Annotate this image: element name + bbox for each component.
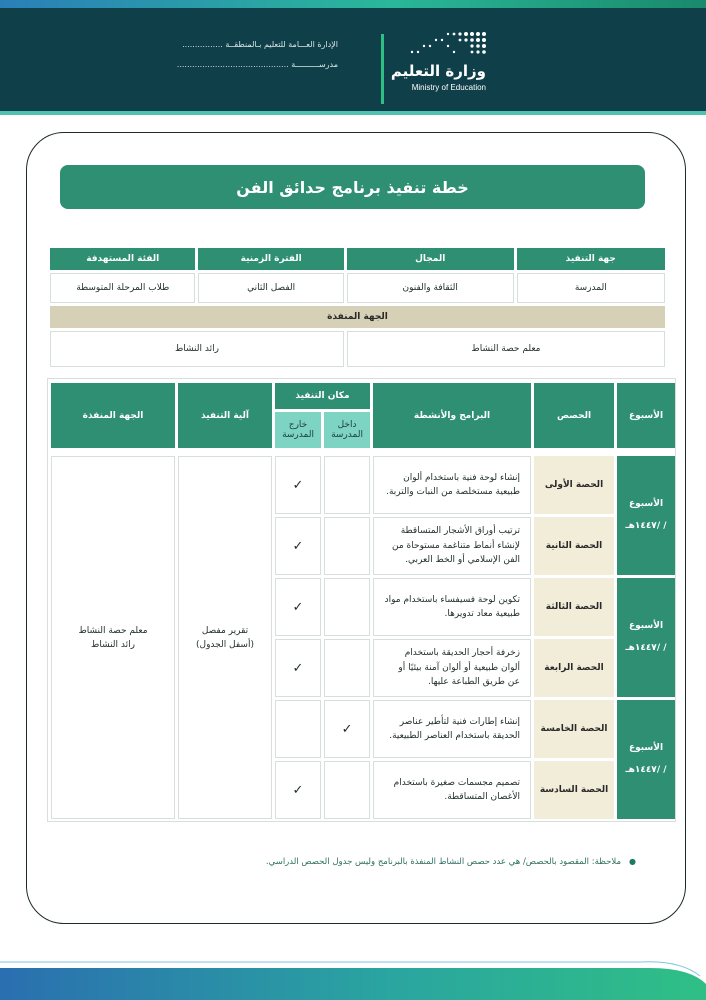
week-label: الأسبوع	[628, 498, 664, 509]
outside-check	[275, 700, 321, 758]
page-header	[0, 8, 706, 113]
outside-check: ✓	[275, 639, 321, 697]
ministry-name-arabic: وزارة التعليم	[390, 62, 486, 80]
info-value-domain: الثقافة والفنون	[347, 273, 514, 303]
inside-check	[324, 456, 370, 514]
info-header-target: الفئة المستهدفة	[50, 248, 195, 270]
outside-check: ✓	[275, 578, 321, 636]
session-cell: الحصة الثانية	[534, 517, 614, 575]
executing-party-label: الجهة المنفذة	[50, 306, 665, 328]
info-value-period: الفصل الثاني	[198, 273, 343, 303]
admin-line: الإدارة العـــامة للتعليم بـالمنطقــة ................	[182, 40, 338, 49]
inside-check	[324, 517, 370, 575]
info-header-period: الفترة الزمنية	[198, 248, 343, 270]
info-header-domain: المجال	[347, 248, 514, 270]
week-date: / /١٤٤٧هـ	[625, 520, 667, 531]
executor-cell	[51, 456, 175, 819]
ministry-name-english: Ministry of Education	[411, 83, 486, 92]
header-session: الحصص	[534, 383, 614, 448]
mechanism-cell	[178, 456, 272, 819]
page-title: خطة تنفيذ برنامج حدائق الفن	[60, 165, 645, 209]
activity-cell: إنشاء لوحة فنية باستخدام ألوان طبيعية مستخلصة من النبات والتربة.	[373, 456, 531, 514]
executing-party-teacher: معلم حصة النشاط	[347, 331, 665, 367]
week-cell	[617, 456, 675, 575]
outside-check: ✓	[275, 761, 321, 819]
outside-check: ✓	[275, 456, 321, 514]
ministry-logo	[390, 28, 488, 104]
week-cell	[617, 578, 675, 697]
session-cell: الحصة الثالثة	[534, 578, 614, 636]
header-outside: خارج المدرسة	[275, 412, 321, 448]
info-value-target: طلاب المرحلة المتوسطة	[50, 273, 195, 303]
header-divider	[381, 34, 384, 104]
top-accent-stripe	[0, 0, 706, 8]
activity-cell: زخرفة أحجار الحديقة باستخدام ألوان طبيعية أو ألوان آمنة بيئيًا أو عن طريق الطباعة عليها.	[373, 639, 531, 697]
activity-cell: تكوين لوحة فسيفساء باستخدام مواد طبيعية معاد تدويرها.	[373, 578, 531, 636]
header-bottom-accent	[0, 111, 706, 115]
header-place: مكان التنفيذ	[275, 383, 370, 409]
activity-cell: تصميم مجسمات صغيرة باستخدام الأغصان المتساقطة.	[373, 761, 531, 819]
session-cell: الحصة الأولى	[534, 456, 614, 514]
activity-cell: إنشاء إطارات فنية لتأطير عناصر الحديقة باستخدام العناصر الطبيعية.	[373, 700, 531, 758]
school-line: مدرســــــــــة ............................................	[176, 60, 338, 69]
footnote-text: ملاحظة: المقصود بالحصص/ هي عدد حصص النشاط المنفذة بالبرنامج وليس جدول الحصص الدراسي.	[265, 857, 622, 867]
logo-dots-icon	[402, 30, 488, 58]
inside-check	[324, 639, 370, 697]
bullet-icon: ●	[629, 857, 636, 866]
week-label: الأسبوع	[628, 742, 664, 753]
header-executor: الجهة المنفذة	[51, 383, 175, 448]
header-inside: داخل المدرسة	[324, 412, 370, 448]
week-cell	[617, 700, 675, 819]
week-date: / /١٤٤٧هـ	[625, 764, 667, 775]
info-value-party: المدرسة	[517, 273, 665, 303]
mechanism-line-1: تقرير مفصل	[201, 625, 249, 636]
header-week: الأسبوع	[617, 383, 675, 448]
executor-line-2: رائد النشاط	[91, 639, 135, 650]
inside-check: ✓	[324, 700, 370, 758]
week-label: الأسبوع	[628, 620, 664, 631]
session-cell: الحصة السادسة	[534, 761, 614, 819]
header-mechanism: آلية التنفيذ	[178, 383, 272, 448]
session-cell: الحصة الخامسة	[534, 700, 614, 758]
header-activities: البرامج والأنشطة	[373, 383, 531, 448]
inside-check	[324, 578, 370, 636]
footnote	[266, 857, 636, 867]
executing-party-leader: رائد النشاط	[50, 331, 344, 367]
plan-table	[48, 380, 678, 822]
inside-check	[324, 761, 370, 819]
activity-cell: ترتيب أوراق الأشجار المتساقطة لإنشاء أنماط متناغمة مستوحاة من الفن الإسلامي أو الخط العربي.	[373, 517, 531, 575]
session-cell: الحصة الرابعة	[534, 639, 614, 697]
footer-wave-decoration	[0, 954, 706, 1000]
week-date: / /١٤٤٧هـ	[625, 642, 667, 653]
outside-check: ✓	[275, 517, 321, 575]
mechanism-line-2: (أسفل الجدول)	[196, 639, 254, 650]
info-header-party: جهة التنفيذ	[517, 248, 665, 270]
executor-line-1: معلم حصة النشاط	[78, 625, 148, 636]
program-info-table	[47, 245, 668, 370]
